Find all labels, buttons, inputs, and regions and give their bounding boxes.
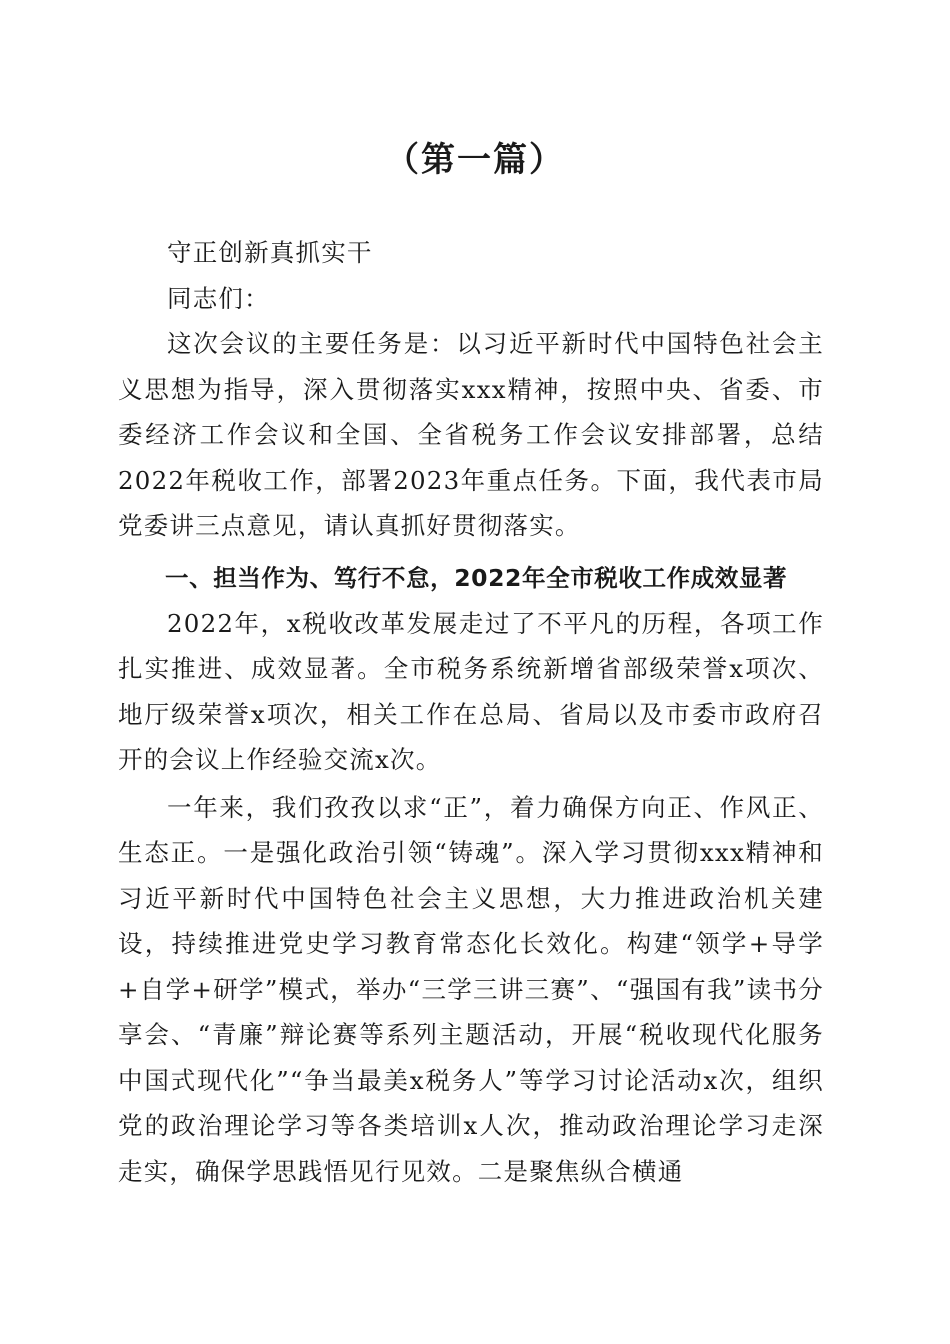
document-title: （第一篇） bbox=[385, 140, 565, 180]
section-paragraph: 一年来，我们孜孜以求“正”，着力确保方向正、作风正、生态正。一是强化政治引领“铸魂”。深入学习贯彻xxx精神和习近平新时代中国特色社会主义思想，大力推进政治机关建设，持续推进党史学习教育常态化长效化。构建“领学+导学+自学+研学”模式，举办“三学三讲三赛”、“强国有我”读书分享会、“青廉”辩论赛等系列主题活动，开展“税收现代化服务中国式现代化”“争当最美x税务人”等学习讨论活动x次，组织党的政治理论学习等各类培训x人次，推动政治理论学习走深走实，确保学思践悟见行见效。二是聚焦纵合横通 bbox=[118, 792, 824, 1186]
intro-paragraph: 这次会议的主要任务是：以习近平新时代中国特色社会主义思想为指导，深入贯彻落实xxx精神，按照中央、省委、市委经济工作会议和全国、全省税务工作会议安排部署，总结2022年税收工作，部署2023年重点任务。下面，我代表市局党委讲三点意见，请认真抓好贯彻落实。 bbox=[118, 329, 824, 540]
salutation: 同志们： bbox=[167, 283, 270, 313]
section-paragraph: 2022年，x税收改革发展走过了不平凡的历程，各项工作扎实推进、成效显著。全市税务系统新增省部级荣誉x项次、地厅级荣誉x项次，相关工作在总局、省局以及市委市政府召开的会议上作经验交流x次。 bbox=[118, 608, 824, 774]
subject-line: 守正创新真抓实干 bbox=[167, 238, 373, 267]
section-heading: 一、担当作为、笃行不怠，2022年全市税收工作成效显著 bbox=[165, 563, 788, 592]
document-body bbox=[118, 230, 824, 1194]
